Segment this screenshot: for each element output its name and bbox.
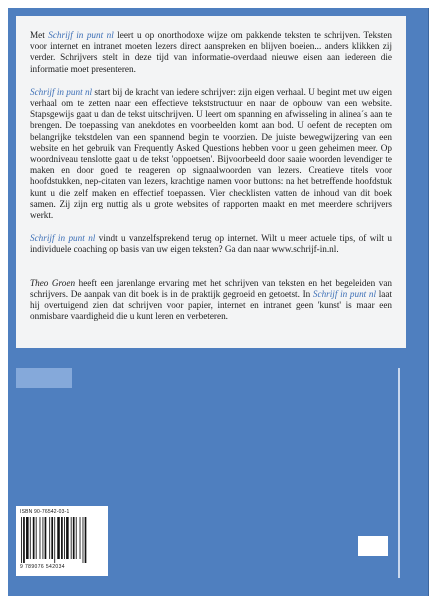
- book-title-mention: Schrijf in punt nl: [30, 86, 93, 97]
- decorative-vertical-line: [398, 368, 400, 578]
- decorative-accent-block: [16, 368, 72, 388]
- blurb-panel: [16, 16, 406, 348]
- barcode-label: [16, 506, 108, 576]
- barcode-bar: [21, 517, 22, 563]
- book-title-mention: Schrijf in punt nl: [30, 233, 96, 244]
- barcode-bar: [30, 517, 31, 559]
- barcode-bar: [66, 517, 69, 559]
- barcode-bar: [85, 517, 87, 563]
- blurb-body-paragraph: [30, 87, 392, 221]
- barcode-bar: [26, 517, 29, 559]
- author-name: Theo Groen: [30, 277, 76, 288]
- barcode-bar: [73, 517, 75, 559]
- barcode-bar: [83, 517, 84, 563]
- barcode-bar: [61, 517, 63, 559]
- book-title-mention: Schrijf in punt nl: [312, 288, 377, 299]
- barcode-number: 9 789076 542034: [20, 564, 65, 570]
- barcode-bar: [36, 517, 37, 559]
- barcode-bar: [23, 517, 25, 563]
- book-title-mention: Schrijf in punt nl: [48, 30, 114, 40]
- isbn-text: ISBN 90-76542-03-1: [20, 509, 70, 515]
- text-segment: vindt u vanzelfsprekend terug op internet. Wilt u meer actuele tips, of wilt u individuele coaching op basis van uw eigen teksten? Ga dan naar www.schrijf-in.nl.: [30, 233, 392, 255]
- barcode-bar: [54, 517, 55, 563]
- barcode-bar: [45, 517, 47, 559]
- text-segment: start bij de kracht van iedere schrijver: zijn eigen verhaal. U begint met uw eigen verhaal om te zetten naar een effectieve tekststructuur en naar de opbouw van een website. Stapsgewijs gaat u dan de tekst uitschrijven. U leert om spanning en afwisseling in alinea´s aan te brengen. De toepassing van anekdotes en voorbeelden komt aan bod. U oefent de recepten om belangrijke tekstdelen van een spannend begin te voorzien. De juiste bewegwijzering van een website en het gebruik van Frequently Asked Questions hebben voor u geen geheimen meer. Op woordniveau tenslotte gaat u de tekst 'oppoetsen'. Bijvoorbeeld door saaie woorden levendiger te maken en door goed te reageren op signaalwoorden van lezers. Creatieve titels voor hoofdstukken, nep-citaten van lezers, krachtige namen voor buttons: na het betreffende hoofdstuk kunt u die zelf maken en effectief toepassen. Vier checklisten vatten de inhoud van dit boek samen. Zij zijn erg nuttig als u grote websites of rapporten maakt en met meerdere schrijvers werkt.: [30, 86, 393, 221]
- blurb-intro-paragraph: [30, 30, 392, 75]
- barcode-bar: [43, 517, 44, 559]
- text-segment: leert u op onorthodoxe wijze om pakkende teksten te schrijven. Teksten voor internet en intranet moeten lezers direct aanspreken en blijven boeien... anders klikken zij verder. Schrijvers stelt in deze tijd van informatie-overdaad nieuwe eisen aan iedereen die informatie moet presenteren.: [30, 30, 392, 74]
- barcode-bar: [71, 517, 72, 559]
- text-segment: laat hij overtuigend zien dat schrijven voor papier, internet en intranet geen 'kunst' is maar een onmisbare vaardigheid die u kunt leren en verbeteren.: [30, 288, 392, 322]
- price-sticker: [358, 536, 388, 556]
- blurb-online-paragraph: [30, 233, 392, 255]
- author-bio-paragraph: [30, 278, 392, 323]
- barcode-image: [20, 517, 104, 563]
- barcode-bar: [51, 517, 53, 559]
- text-segment: Met: [30, 30, 49, 40]
- barcode-bar: [80, 517, 81, 559]
- text-segment: heeft een jarenlange ervaring met het schrijven van teksten en het begeleiden van schrijvers. De aanpak van dit boek is in de praktijk gegroeid en getoetst. In: [30, 277, 392, 299]
- barcode-bar: [49, 517, 50, 559]
- barcode-bar: [57, 517, 60, 559]
- barcode-bar: [64, 517, 65, 559]
- barcode-bar: [33, 517, 35, 559]
- barcode-bar: [76, 517, 77, 559]
- barcode-bar: [40, 517, 41, 559]
